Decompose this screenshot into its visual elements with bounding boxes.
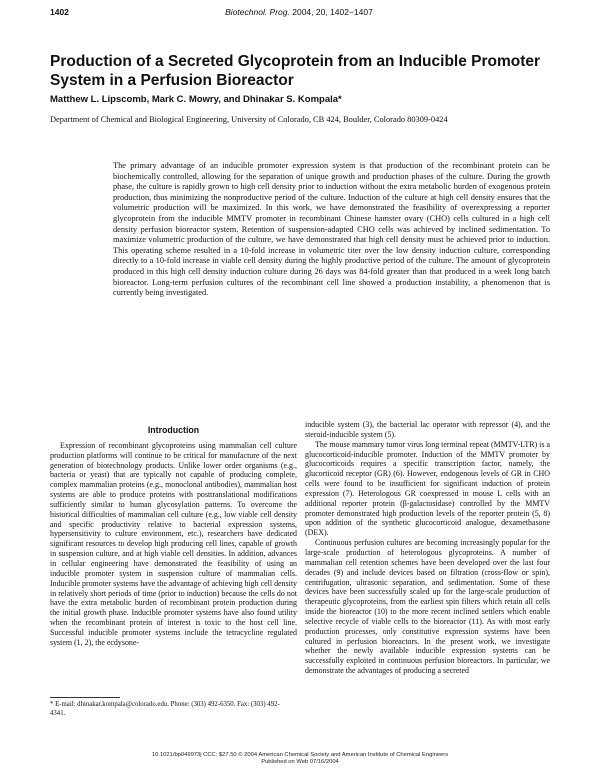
- page-number: 1402: [50, 7, 69, 17]
- doi-copyright-line: 10.1021/bp049973j CCC: $27.50 © 2004 American Chemical Society and American Institute of Chemical Engineers: [151, 752, 449, 758]
- footnote-rule: [50, 697, 120, 698]
- footnote: * E-mail: dhinakar.kompala@colorado.edu. Phone: (303) 492-6350. Fax: (303) 492-4341.: [50, 701, 280, 717]
- intro-paragraph-4: Continuous perfusion cultures are becoming increasingly popular for the large-scale production of heterologous glycoproteins. A number of mammalian cell retention schemes have been developed over the last four decades (9) and include devices based on filtration (cross-flow or spin), centrifugation, ultrasonic separation, and sedimentation. Some of these devices have been successfully scaled up for the large-scale production of therapeutic glycoproteins, from the earliest spin filters which retain all cells inside the bioreactor (10) to the more recent inclined settlers which enable selective recycle of viable cells to the bioreactor (11). As with most early production processes, only constitutive expression systems have been cultured in perfusion bioreactors. In the present work, we investigate whether the newly available inducible expression systems can be successfully exploited in continuous perfusion bioreactors. In particular, we demonstrate the advantages of producing a secreted: [305, 538, 550, 676]
- citation-volume: 2004, 20, 1402−1407: [292, 7, 373, 17]
- affiliation: Department of Chemical and Biological Engineering, University of Colorado, CB 424, Boulder, Colorado 80309-0424: [50, 115, 448, 124]
- intro-paragraph-3: The mouse mammary tumor virus long terminal repeat (MMTV-LTR) is a glucocorticoid-inducible promoter. Induction of the MMTV promoter by glucocorticoids requires a specific transcription factor, namely, the glucorticoid receptor (GR) (6). However, endogenous levels of GR in CHO cells were found to be insufficient for significant induction of protein expression (7). Heterologous GR coexpressed in mouse L cells with an additional reporter protein (β-galactosidase) controlled by the MMTV promoter demonstrated high production levels of the reporter protein (5, 8) upon addition of the synthetic glucocorticoid analogue, dexamethasone (DEX).: [305, 439, 550, 538]
- intro-paragraph-2: inducible system (3), the bacterial lac operator with repressor (4), and the steroid-inducible system (5).: [305, 420, 550, 439]
- author-list: Matthew L. Lipscomb, Mark C. Mowry, and Dhinakar S. Kompala*: [50, 94, 342, 105]
- publication-date-line: Published on Web 07/16/2004: [261, 759, 339, 766]
- abstract: The primary advantage of an inducible promoter expression system is that production of the recombinant protein can be biochemically controlled, allowing for the separation of unique growth and production phases of the culture. During the growth phase, the culture is rapidly grown to high cell density prior to induction without the extra metabolic burden of exogenous protein production, thus minimizing the nonproductive period of the culture. Induction of the culture at high cell density ensures that the volumetric production will be maximized. In this work, we have demonstrated the feasibility of overexpressing a reporter glycoprotein from the inducible MMTV promoter in recombinant Chinese hamster ovary (CHO) cells cultured in a high cell density perfusion bioreactor system. Retention of suspension-adapted CHO cells was achieved by inclined sedimentation. To maximize volumetric production of the culture, we have demonstrated that high cell density must be achieved prior to induction. This operating scheme resulted in a 10-fold increase in volumetric titer over the low density induction culture, corresponding directly to a 10-fold increase in viable cell density during the highly productive period of the culture. The amount of glycoprotein produced in this high cell density induction culture during 26 days was 84-fold greater than that produced in a week long batch bioreactor. Long-term perfusion cultures of the recombinant cell line showed a production instability, a phenomenon that is currently being investigated.: [113, 161, 550, 298]
- page-footer: [0, 752, 600, 766]
- running-header: [50, 7, 548, 19]
- right-column: [305, 420, 550, 676]
- left-column: [50, 420, 297, 648]
- paper-title: Production of a Secreted Glycoprotein from an Inducible Promoter System in a Perfusion Bioreactor: [50, 53, 541, 89]
- journal-name: Biotechnol. Prog.: [225, 7, 290, 17]
- journal-citation: [50, 7, 548, 17]
- section-heading-introduction: Introduction: [147, 425, 200, 435]
- intro-paragraph-1: Expression of recombinant glycoproteins using mammalian cell culture production platforms will continue to be critical for manufacture of the next generation of biotechnology products. Unlike lower order organisms (e.g., bacteria or yeast) that are typically not capable of producing complete, complex mammalian proteins (e.g., monoclonal antibodies), mammalian host systems are able to produce proteins with posttranslational modifications sufficiently similar to human glycosylation patterns. To overcome the historical difficulties of mammalian cell culture (e.g., low viable cell density and specific productivity relative to bacterial expression systems, hypersensitivity to culture environment, etc.), researchers have dedicated significant resources to develop high producing cell lines, capable of growth in suspension culture, and at high viable cell densities. In addition, advances in cellular engineering have demonstrated the feasibility of using an inducible promoter system in suspension culture of mammalian cells. Inducible promoter systems have the advantage of achieving high cell density in relatively short periods of time (prior to induction) because the cells do not have the extra metabolic burden of recombinant protein production during the initial growth phase. Inducible promoter systems have also found utility when the recombinant protein of interest is toxic to the host cell line. Successful inducible promoter systems include the tetracycline regulated system (1, 2), the ecdysone-: [50, 440, 297, 647]
